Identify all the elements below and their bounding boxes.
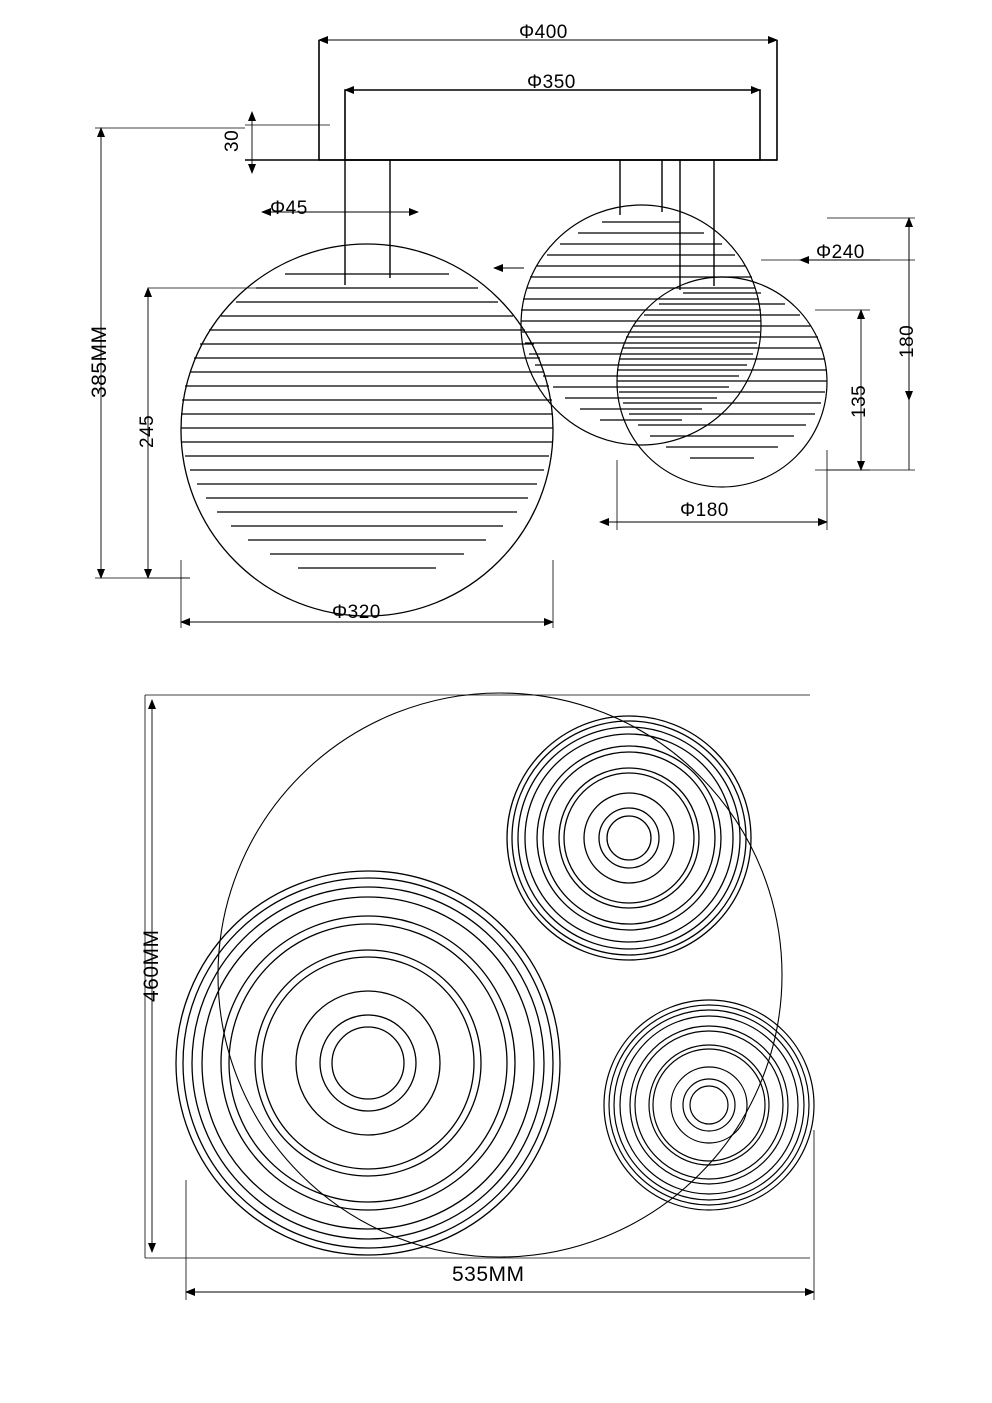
plan-globe-large xyxy=(176,871,560,1255)
globe-small xyxy=(617,277,827,487)
dim-large-globe-diameter: Φ320 xyxy=(332,602,381,623)
dim-small-globe-diameter: Φ180 xyxy=(680,500,729,521)
canopy-outer xyxy=(319,40,777,160)
stem-medium xyxy=(620,160,662,215)
globe-medium xyxy=(521,205,761,445)
dim-medium-globe-drop: 180 xyxy=(897,324,918,358)
dim-canopy-inner-width: Φ350 xyxy=(527,72,576,93)
dim-canopy-thickness: 30 xyxy=(222,129,243,152)
stem-small xyxy=(680,160,714,290)
dim-plan-depth: 460MM xyxy=(140,929,163,1002)
plan-globe-small xyxy=(604,1000,814,1210)
plan-globe-medium xyxy=(507,716,751,960)
dim-canopy-outer-width: Φ400 xyxy=(519,22,568,43)
stem-large xyxy=(345,160,390,285)
dim-small-globe-drop: 135 xyxy=(849,384,870,418)
dim-plan-width: 535MM xyxy=(452,1263,525,1286)
dim-overall-height: 385MM xyxy=(88,325,111,398)
dim-large-globe-drop: 245 xyxy=(137,414,158,448)
dim-stem-diameter: Φ45 xyxy=(270,198,308,219)
dim-medium-globe-diameter: Φ240 xyxy=(816,242,865,263)
canopy-body xyxy=(345,90,760,160)
globe-large xyxy=(181,244,553,616)
